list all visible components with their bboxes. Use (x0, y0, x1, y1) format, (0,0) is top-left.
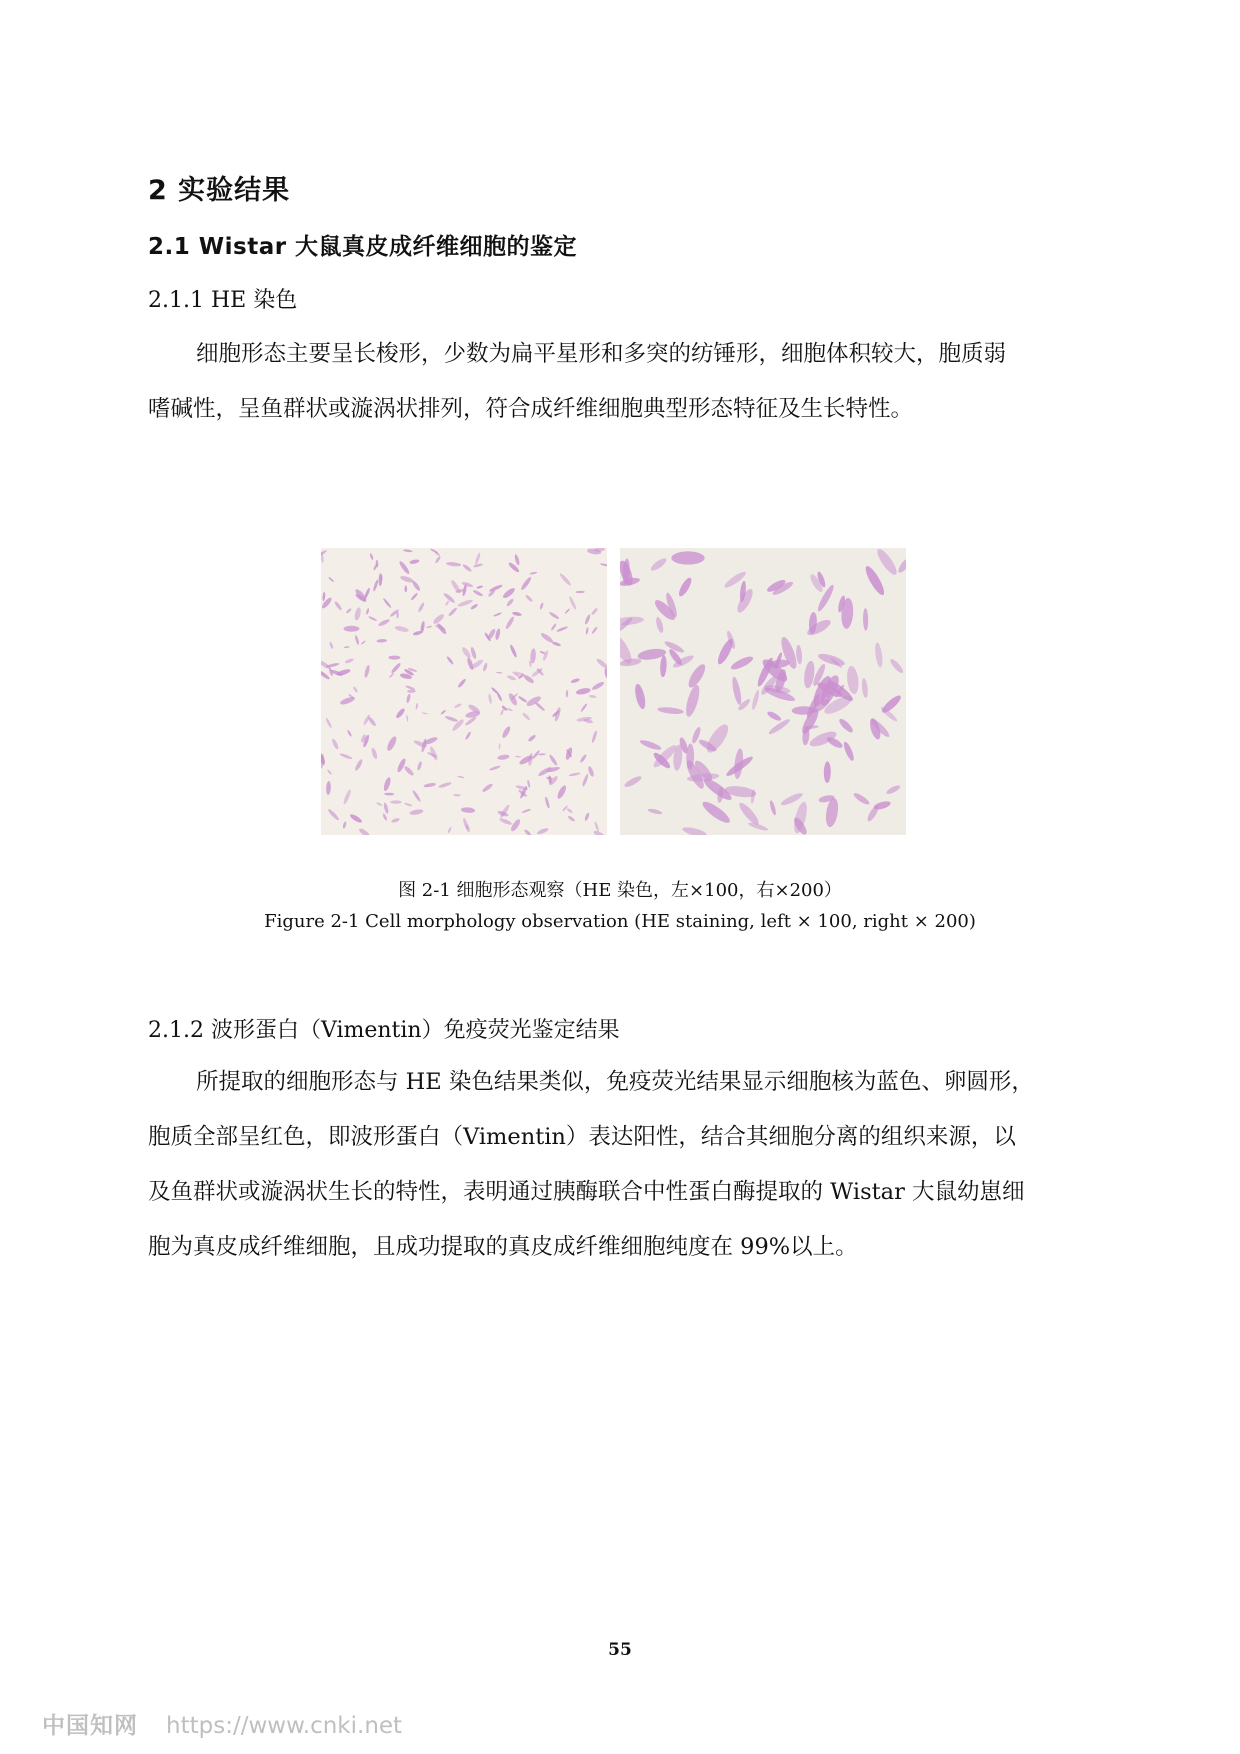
stained-cell (683, 684, 702, 718)
paragraph-line: 细胞形态主要呈长梭形，少数为扁平星形和多突的纺锤形，细胞体积较大，胞质弱 (196, 341, 1007, 367)
stained-cell (445, 715, 459, 723)
stained-cell (349, 813, 363, 824)
stained-cell (660, 655, 668, 677)
stained-cell (566, 690, 569, 697)
stained-cell (546, 766, 560, 773)
stained-cell (342, 789, 352, 805)
stained-cell (327, 808, 340, 821)
stained-cell (589, 695, 597, 699)
stained-cell (548, 611, 559, 620)
figure-caption-cn: 图 2-1 细胞形态观察（HE 染色，左×100，右×200） (398, 880, 842, 901)
stained-cell (326, 781, 331, 795)
stained-cell (591, 681, 605, 692)
stained-cell (604, 667, 607, 678)
stained-cell (505, 616, 516, 630)
figure-cell-morphology (321, 548, 906, 835)
stained-cell (889, 657, 905, 674)
subsubsection-heading-vimentin: 2.1.2 波形蛋白（Vimentin）免疫荧光鉴定结果 (148, 1018, 620, 1043)
stained-cell (403, 765, 415, 777)
stained-cell (703, 721, 732, 756)
stained-cell (766, 710, 782, 723)
stained-cell (421, 712, 428, 715)
stained-cell (354, 758, 364, 771)
stained-cell (389, 672, 395, 678)
stained-cell (861, 678, 869, 698)
stained-cell (407, 690, 416, 693)
stained-cell (852, 791, 870, 806)
stained-cell (440, 709, 446, 715)
stained-cell (569, 772, 581, 777)
stained-cell (404, 585, 407, 592)
stained-cell (383, 802, 389, 814)
stained-cell (591, 730, 598, 743)
stained-cell (482, 662, 488, 672)
stained-cell (360, 640, 366, 645)
stained-cell (817, 651, 846, 667)
stained-cell (472, 589, 483, 597)
stained-cell (391, 817, 400, 823)
stained-cell (570, 678, 580, 684)
stained-cell (436, 622, 448, 635)
stained-cell (481, 782, 493, 793)
stained-cell (587, 766, 595, 778)
stained-cell (457, 598, 473, 607)
stained-cell (411, 580, 421, 592)
stained-cell (445, 600, 450, 606)
stained-cell (417, 602, 425, 613)
stained-cell (364, 665, 371, 679)
stained-cell (502, 587, 517, 600)
paragraph-line: 嗜碱性，呈鱼群状或漩涡状排列，符合成纤维细胞典型形态特征及生长特性。 (148, 396, 914, 422)
stained-cell (384, 793, 394, 796)
stained-cell (671, 551, 704, 564)
stained-cell (562, 805, 569, 812)
stained-cell (595, 657, 607, 669)
stained-cell (585, 627, 589, 635)
stained-cell (347, 730, 353, 738)
stained-cell (525, 594, 534, 603)
stained-cell (415, 703, 418, 710)
stained-cell (524, 829, 533, 835)
stained-cell (657, 706, 684, 715)
stained-cell (540, 632, 555, 645)
stained-cell (328, 576, 334, 582)
stained-cell (406, 715, 409, 722)
stained-cell (382, 813, 388, 821)
stained-cell (863, 564, 888, 597)
stained-cell (581, 773, 589, 787)
stained-cell (388, 656, 400, 660)
stained-cell (495, 628, 501, 640)
stained-cell (507, 675, 517, 682)
stained-cell (550, 623, 557, 631)
stained-cell (490, 687, 499, 695)
stained-cell (538, 753, 546, 755)
stained-cell (639, 738, 662, 751)
stained-cell (520, 576, 533, 591)
stained-cell (432, 613, 445, 626)
stained-cell (792, 801, 810, 835)
stained-cell (461, 646, 473, 659)
stained-cell (443, 592, 456, 604)
stained-cell (874, 548, 900, 577)
stained-cell (344, 646, 350, 649)
stained-cell (382, 598, 392, 609)
stained-cell (390, 800, 401, 803)
stained-cell (580, 703, 588, 713)
paragraph-he-staining (148, 327, 1094, 437)
stained-cell (620, 615, 644, 626)
stained-cell (476, 585, 483, 589)
stained-cell (600, 563, 607, 567)
stained-cell (339, 695, 355, 706)
paragraph-line: 所提取的细胞形态与 HE 染色结果类似，免疫荧光结果显示细胞核为蓝色、卵圆形， (196, 1069, 1034, 1095)
stained-cell (527, 779, 531, 788)
stained-cell (395, 707, 406, 719)
stained-cell (385, 735, 398, 752)
stained-cell (863, 608, 869, 631)
paragraph-line: 胞质全部呈红色，即波形蛋白（Vimentin）表达阳性，结合其细胞分离的组织来源，以 (148, 1124, 1016, 1150)
micrograph-right (620, 548, 906, 835)
paragraph-line: 胞为真皮成纤维细胞，且成功提取的真皮成纤维细胞纯度在 99%以上。 (148, 1234, 858, 1260)
stained-cell (446, 561, 462, 567)
watermark-url[interactable]: https://www.cnki.net (166, 1713, 403, 1739)
stained-cell (470, 646, 477, 659)
stained-cell (489, 765, 501, 771)
stained-cell (527, 734, 536, 742)
stained-cell (521, 712, 530, 721)
stained-cell (509, 818, 521, 833)
watermark (42, 1707, 402, 1740)
stained-cell (372, 579, 379, 592)
stained-cell (464, 731, 471, 740)
subsection-heading: 2.1 Wistar 大鼠真皮成纤维细胞的鉴定 (148, 234, 578, 260)
stained-cell (366, 608, 370, 615)
stained-cell (434, 556, 441, 564)
stained-cell (446, 656, 454, 666)
stained-cell (474, 552, 481, 565)
stained-cell (499, 817, 513, 826)
stained-cell (346, 608, 353, 614)
stained-cell (453, 794, 461, 797)
stained-cell (417, 761, 423, 771)
stained-cell (733, 748, 744, 779)
stained-cell (521, 808, 531, 814)
stained-cell (344, 626, 360, 632)
stained-cell (398, 560, 411, 575)
stained-cell (512, 611, 522, 617)
page-number: 55 (608, 1640, 632, 1660)
stained-cell (566, 808, 573, 814)
stained-cell (331, 738, 340, 750)
stained-cell (426, 625, 432, 628)
stained-cell (447, 826, 452, 833)
stained-cell (530, 648, 536, 664)
stained-cell (352, 686, 358, 693)
subsubsection-heading-he: 2.1.1 HE 染色 (148, 288, 298, 313)
stained-cell (542, 650, 549, 661)
stained-cell (514, 554, 521, 566)
stained-cell (457, 775, 465, 778)
stained-cell (394, 625, 409, 633)
stained-cell (506, 598, 515, 607)
stained-cell (515, 756, 521, 758)
stained-cell (575, 687, 591, 696)
stained-cell (368, 616, 377, 622)
stained-cell (731, 676, 743, 706)
micrograph-left (321, 548, 607, 835)
stained-cell (558, 572, 572, 586)
stained-cell (880, 693, 903, 715)
stained-cell (369, 553, 373, 560)
stained-cell (564, 608, 570, 614)
stained-cell (329, 641, 334, 649)
stained-cell (655, 616, 665, 633)
stained-cell (593, 829, 607, 835)
stained-cell (568, 596, 577, 611)
stained-cell (885, 784, 901, 796)
stained-cell (488, 584, 503, 593)
stained-cell (649, 556, 668, 572)
stained-cell (729, 654, 754, 672)
stained-cell (358, 827, 371, 835)
stained-cell (462, 563, 473, 572)
stained-cell (682, 825, 708, 835)
stained-cell (321, 669, 331, 680)
paragraph-line: 及鱼群状或漩涡状生长的特性，表明通过胰酶联合中性蛋白酶提取的 Wistar 大鼠幼崽细 (148, 1179, 1025, 1205)
stained-cell (623, 774, 643, 789)
paragraph-vimentin (148, 1055, 1094, 1275)
section-heading: 2 实验结果 (148, 175, 291, 206)
stained-cell (842, 741, 856, 762)
stained-cell (325, 717, 333, 728)
stained-cell (376, 639, 387, 643)
stained-cell (497, 754, 510, 761)
stained-cell (544, 796, 550, 808)
stained-cell (769, 800, 777, 816)
stained-cell (383, 777, 392, 792)
stained-cell (457, 678, 467, 689)
stained-cell (342, 821, 347, 829)
stained-cell (548, 754, 558, 766)
stained-cell (412, 789, 422, 802)
stained-cell (556, 626, 568, 633)
stained-cell (846, 665, 860, 695)
stained-cell (584, 614, 591, 625)
stained-cell (824, 761, 831, 783)
stained-cell (751, 689, 761, 710)
stained-cell (591, 626, 598, 634)
stained-cell (448, 607, 458, 617)
stained-cell (390, 662, 402, 674)
stained-cell (496, 672, 503, 674)
stained-cell (584, 812, 590, 821)
stained-cell (354, 607, 362, 621)
stained-cell (461, 581, 473, 588)
stained-cell (493, 612, 502, 617)
stained-cell (354, 635, 359, 645)
stained-cell (438, 781, 452, 788)
stained-cell (327, 769, 332, 775)
stained-cell (647, 808, 662, 815)
stained-cell (404, 802, 413, 807)
stained-cell (579, 754, 587, 764)
stained-cell (837, 717, 854, 734)
stained-cell (423, 782, 436, 788)
stained-cell (367, 716, 377, 727)
stained-cell (633, 683, 647, 710)
stained-cell (700, 798, 733, 826)
stained-cell (677, 576, 694, 598)
stained-cell (396, 757, 407, 773)
stained-cell (488, 693, 492, 704)
stained-cell (409, 559, 420, 565)
stained-cell (896, 556, 906, 574)
stained-cell (344, 658, 354, 665)
stained-cell (406, 693, 411, 703)
stained-cell (556, 784, 568, 800)
stained-cell (334, 601, 343, 612)
watermark-logo: 中国知网 (42, 1713, 138, 1739)
stained-cell (567, 815, 575, 822)
stained-cell (518, 695, 528, 703)
stained-cell (539, 602, 544, 610)
stained-cell (594, 821, 600, 832)
stained-cell (500, 709, 505, 716)
stained-cell (501, 725, 512, 739)
stained-cell (400, 575, 415, 584)
stained-cell (536, 827, 549, 835)
stained-cell (874, 642, 884, 668)
figure-caption-en: Figure 2-1 Cell morphology observation (HE staining, left × 100, right × 200) (264, 911, 976, 932)
stained-cell (529, 571, 537, 575)
stained-cell (473, 563, 483, 568)
stained-cell (339, 753, 353, 760)
stained-cell (378, 618, 391, 627)
stained-cell (403, 549, 413, 553)
stained-cell (499, 743, 501, 749)
stained-cell (454, 703, 462, 709)
stained-cell (322, 592, 326, 601)
stained-cell (371, 747, 379, 760)
stained-cell (470, 603, 479, 610)
stained-cell (461, 807, 476, 814)
stained-cell (575, 591, 584, 593)
stained-cell (509, 644, 518, 658)
stained-cell (795, 645, 802, 665)
stained-cell (376, 802, 383, 807)
stained-cell (409, 808, 424, 815)
stained-cell (590, 607, 598, 616)
stained-cell (410, 592, 418, 601)
